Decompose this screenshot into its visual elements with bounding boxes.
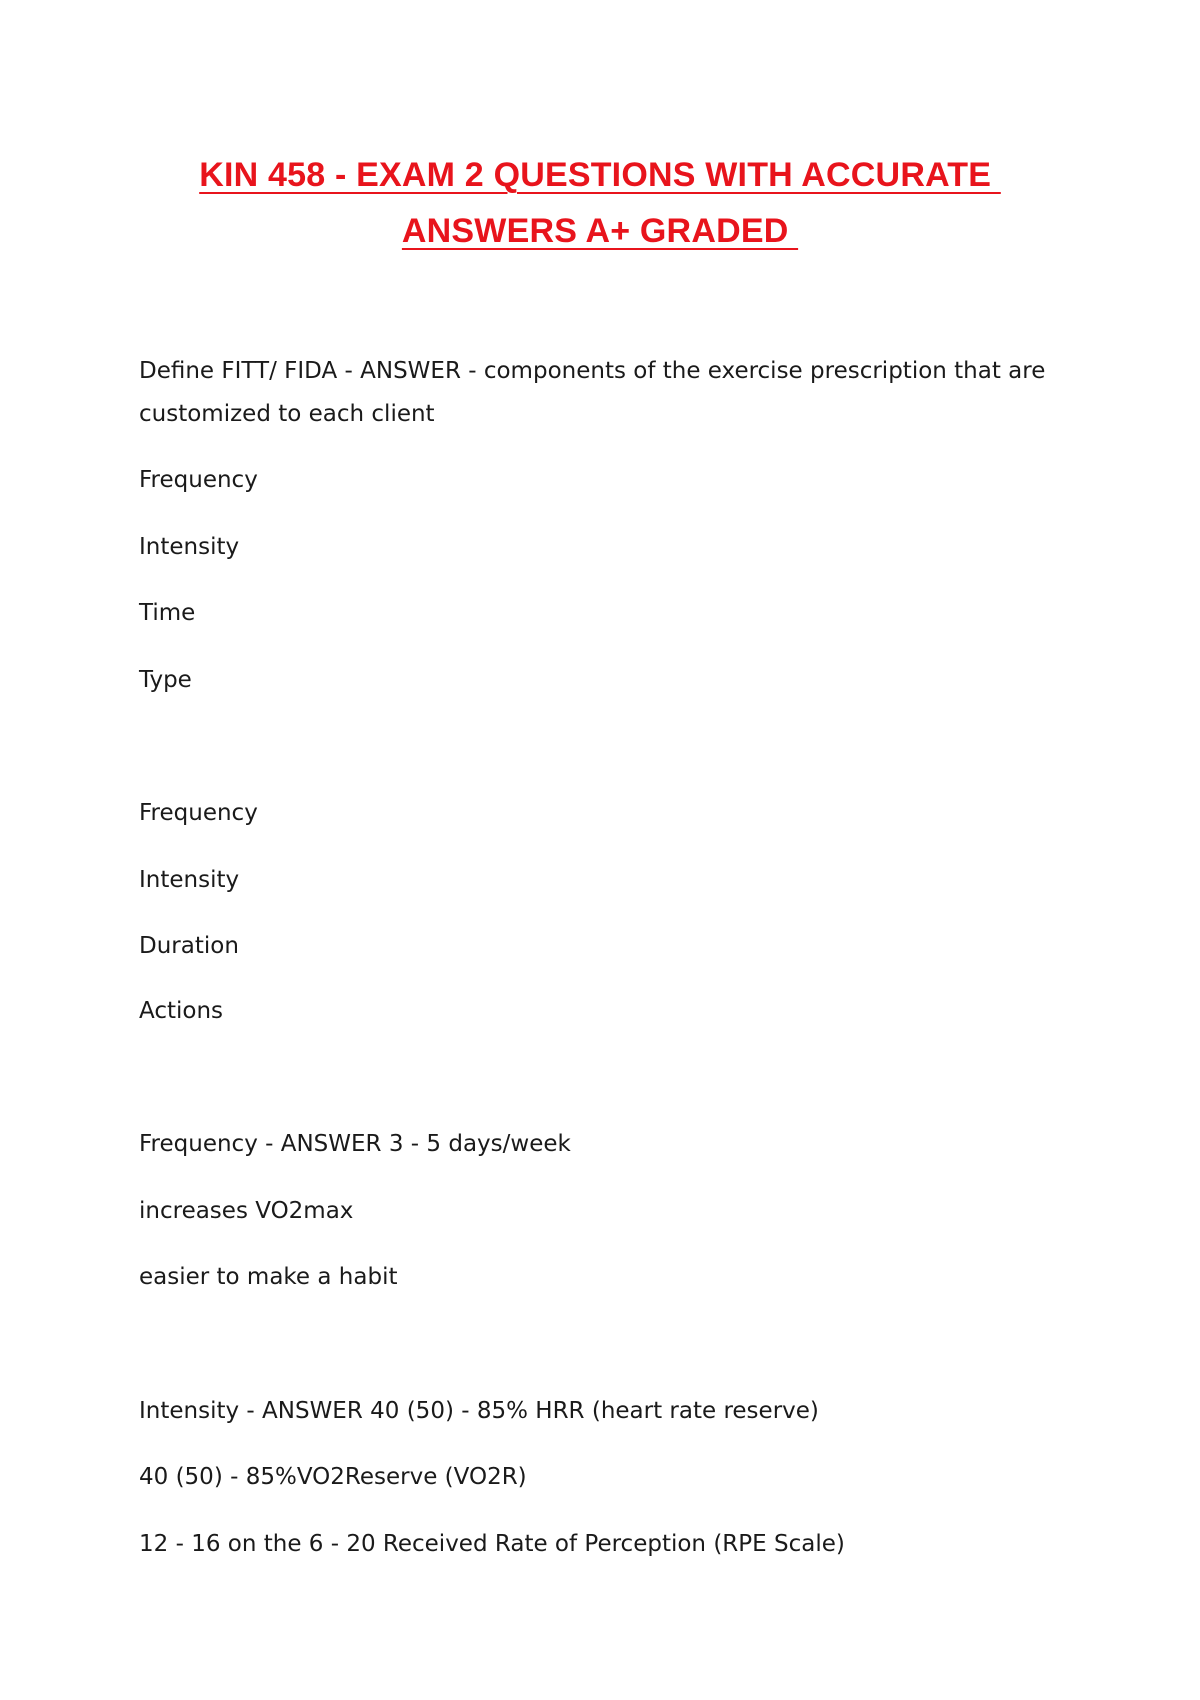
intensity-detail-2: 12 - 16 on the 6 - 20 Received Rate of Perception (RPE Scale) (139, 1531, 845, 1557)
intensity-detail-1: 40 (50) - 85%VO2Reserve (VO2R) (139, 1464, 527, 1490)
question-frequency: Frequency - ANSWER 3 - 5 days/week (139, 1131, 571, 1157)
fida-item-frequency: Frequency (139, 800, 258, 826)
fitt-item-intensity: Intensity (139, 534, 240, 560)
question-intensity: Intensity - ANSWER 40 (50) - 85% HRR (heart rate reserve) (139, 1398, 819, 1424)
fitt-item-frequency: Frequency (139, 467, 258, 493)
document-title-line-2: ANSWERS A+ GRADED (401, 212, 799, 250)
question-fitt-definition-cont: customized to each client (139, 401, 435, 427)
question-fitt-definition: Define FITT/ FIDA - ANSWER - components of the exercise prescription that are (139, 358, 1046, 384)
fitt-item-type: Type (139, 667, 192, 693)
fida-item-actions: Actions (139, 998, 224, 1024)
frequency-detail-1: increases VO2max (139, 1198, 354, 1224)
fida-item-intensity: Intensity (139, 867, 240, 893)
frequency-detail-2: easier to make a habit (139, 1264, 398, 1290)
document-title-line-1: KIN 458 - EXAM 2 QUESTIONS WITH ACCURATE (199, 156, 1001, 194)
fitt-item-time: Time (139, 600, 196, 626)
fida-item-duration: Duration (139, 933, 239, 959)
